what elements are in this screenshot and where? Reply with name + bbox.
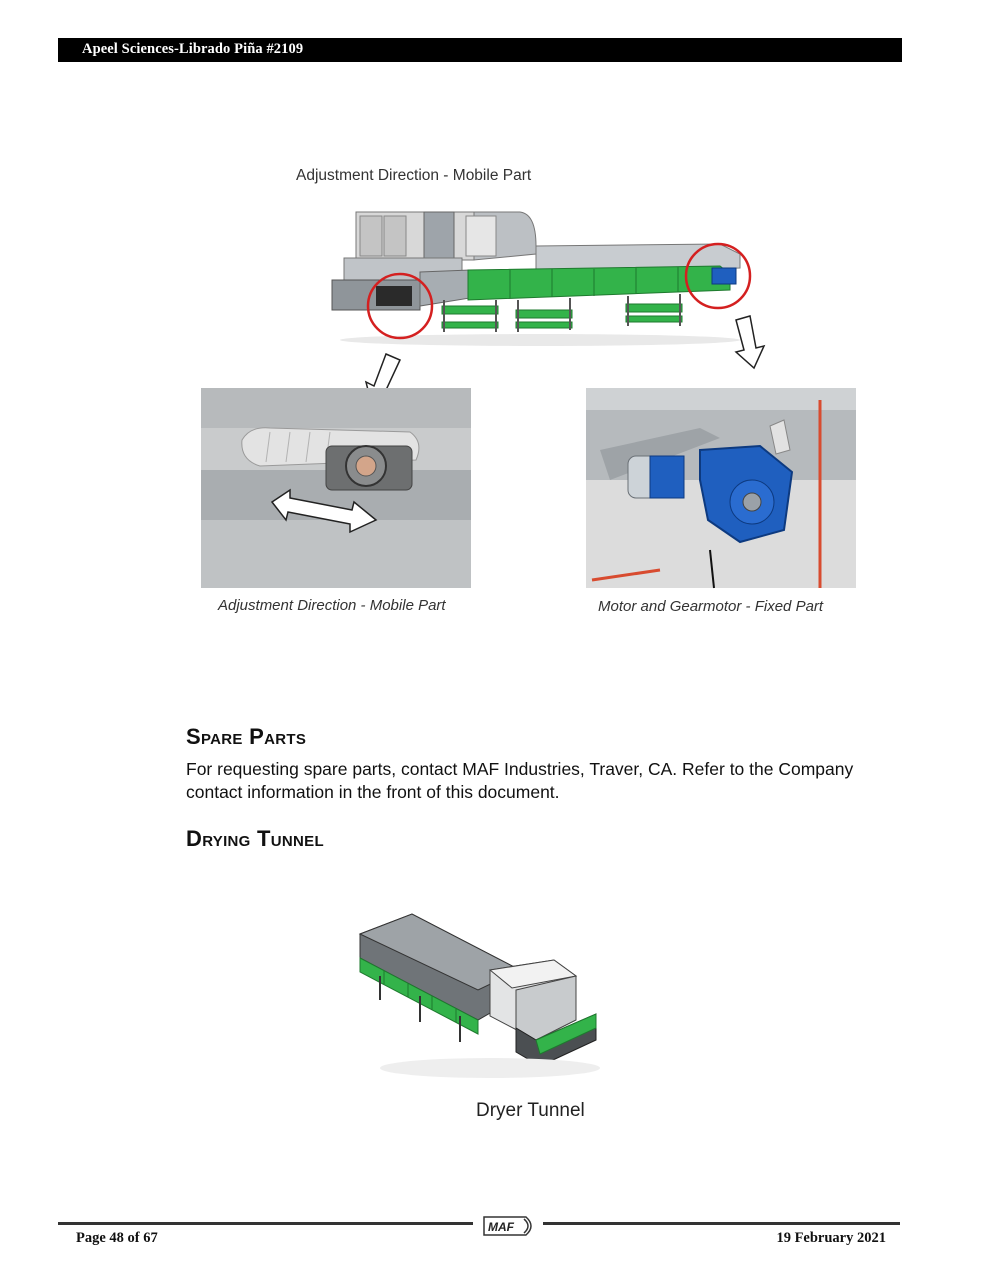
right-inset-caption: Motor and Gearmotor - Fixed Part <box>598 598 824 615</box>
conveyor-machine-illustration <box>332 212 740 346</box>
adjustment-figure <box>180 150 880 630</box>
maf-logo-text: MAF <box>488 1220 514 1234</box>
header-title: Apeel Sciences-Librado Piña #2109 <box>82 41 304 57</box>
page-number: Page 48 of 67 <box>76 1230 158 1246</box>
dryer-tunnel-caption: Dryer Tunnel <box>476 1100 585 1121</box>
motor-detail-photo <box>586 388 856 588</box>
footer-rule-right <box>543 1222 900 1225</box>
footer-rule-left <box>58 1222 473 1225</box>
main-figure-caption: Adjustment Direction - Mobile Part <box>296 167 532 184</box>
spare-parts-text: For requesting spare parts, contact MAF Industries, Traver, CA. Refer to the Company contact information in the front of this document. <box>186 759 854 802</box>
left-inset-caption: Adjustment Direction - Mobile Part <box>218 597 446 614</box>
spare-parts-heading: Spare Parts <box>186 724 307 749</box>
bearing-detail-photo <box>201 388 471 588</box>
drying-tunnel-heading: Drying Tunnel <box>186 826 324 851</box>
dryer-tunnel-illustration <box>340 900 640 1100</box>
header-bar <box>58 38 902 62</box>
arrow-down-right-icon <box>736 316 764 368</box>
maf-logo <box>480 1213 538 1239</box>
document-date: 19 February 2021 <box>776 1230 886 1246</box>
